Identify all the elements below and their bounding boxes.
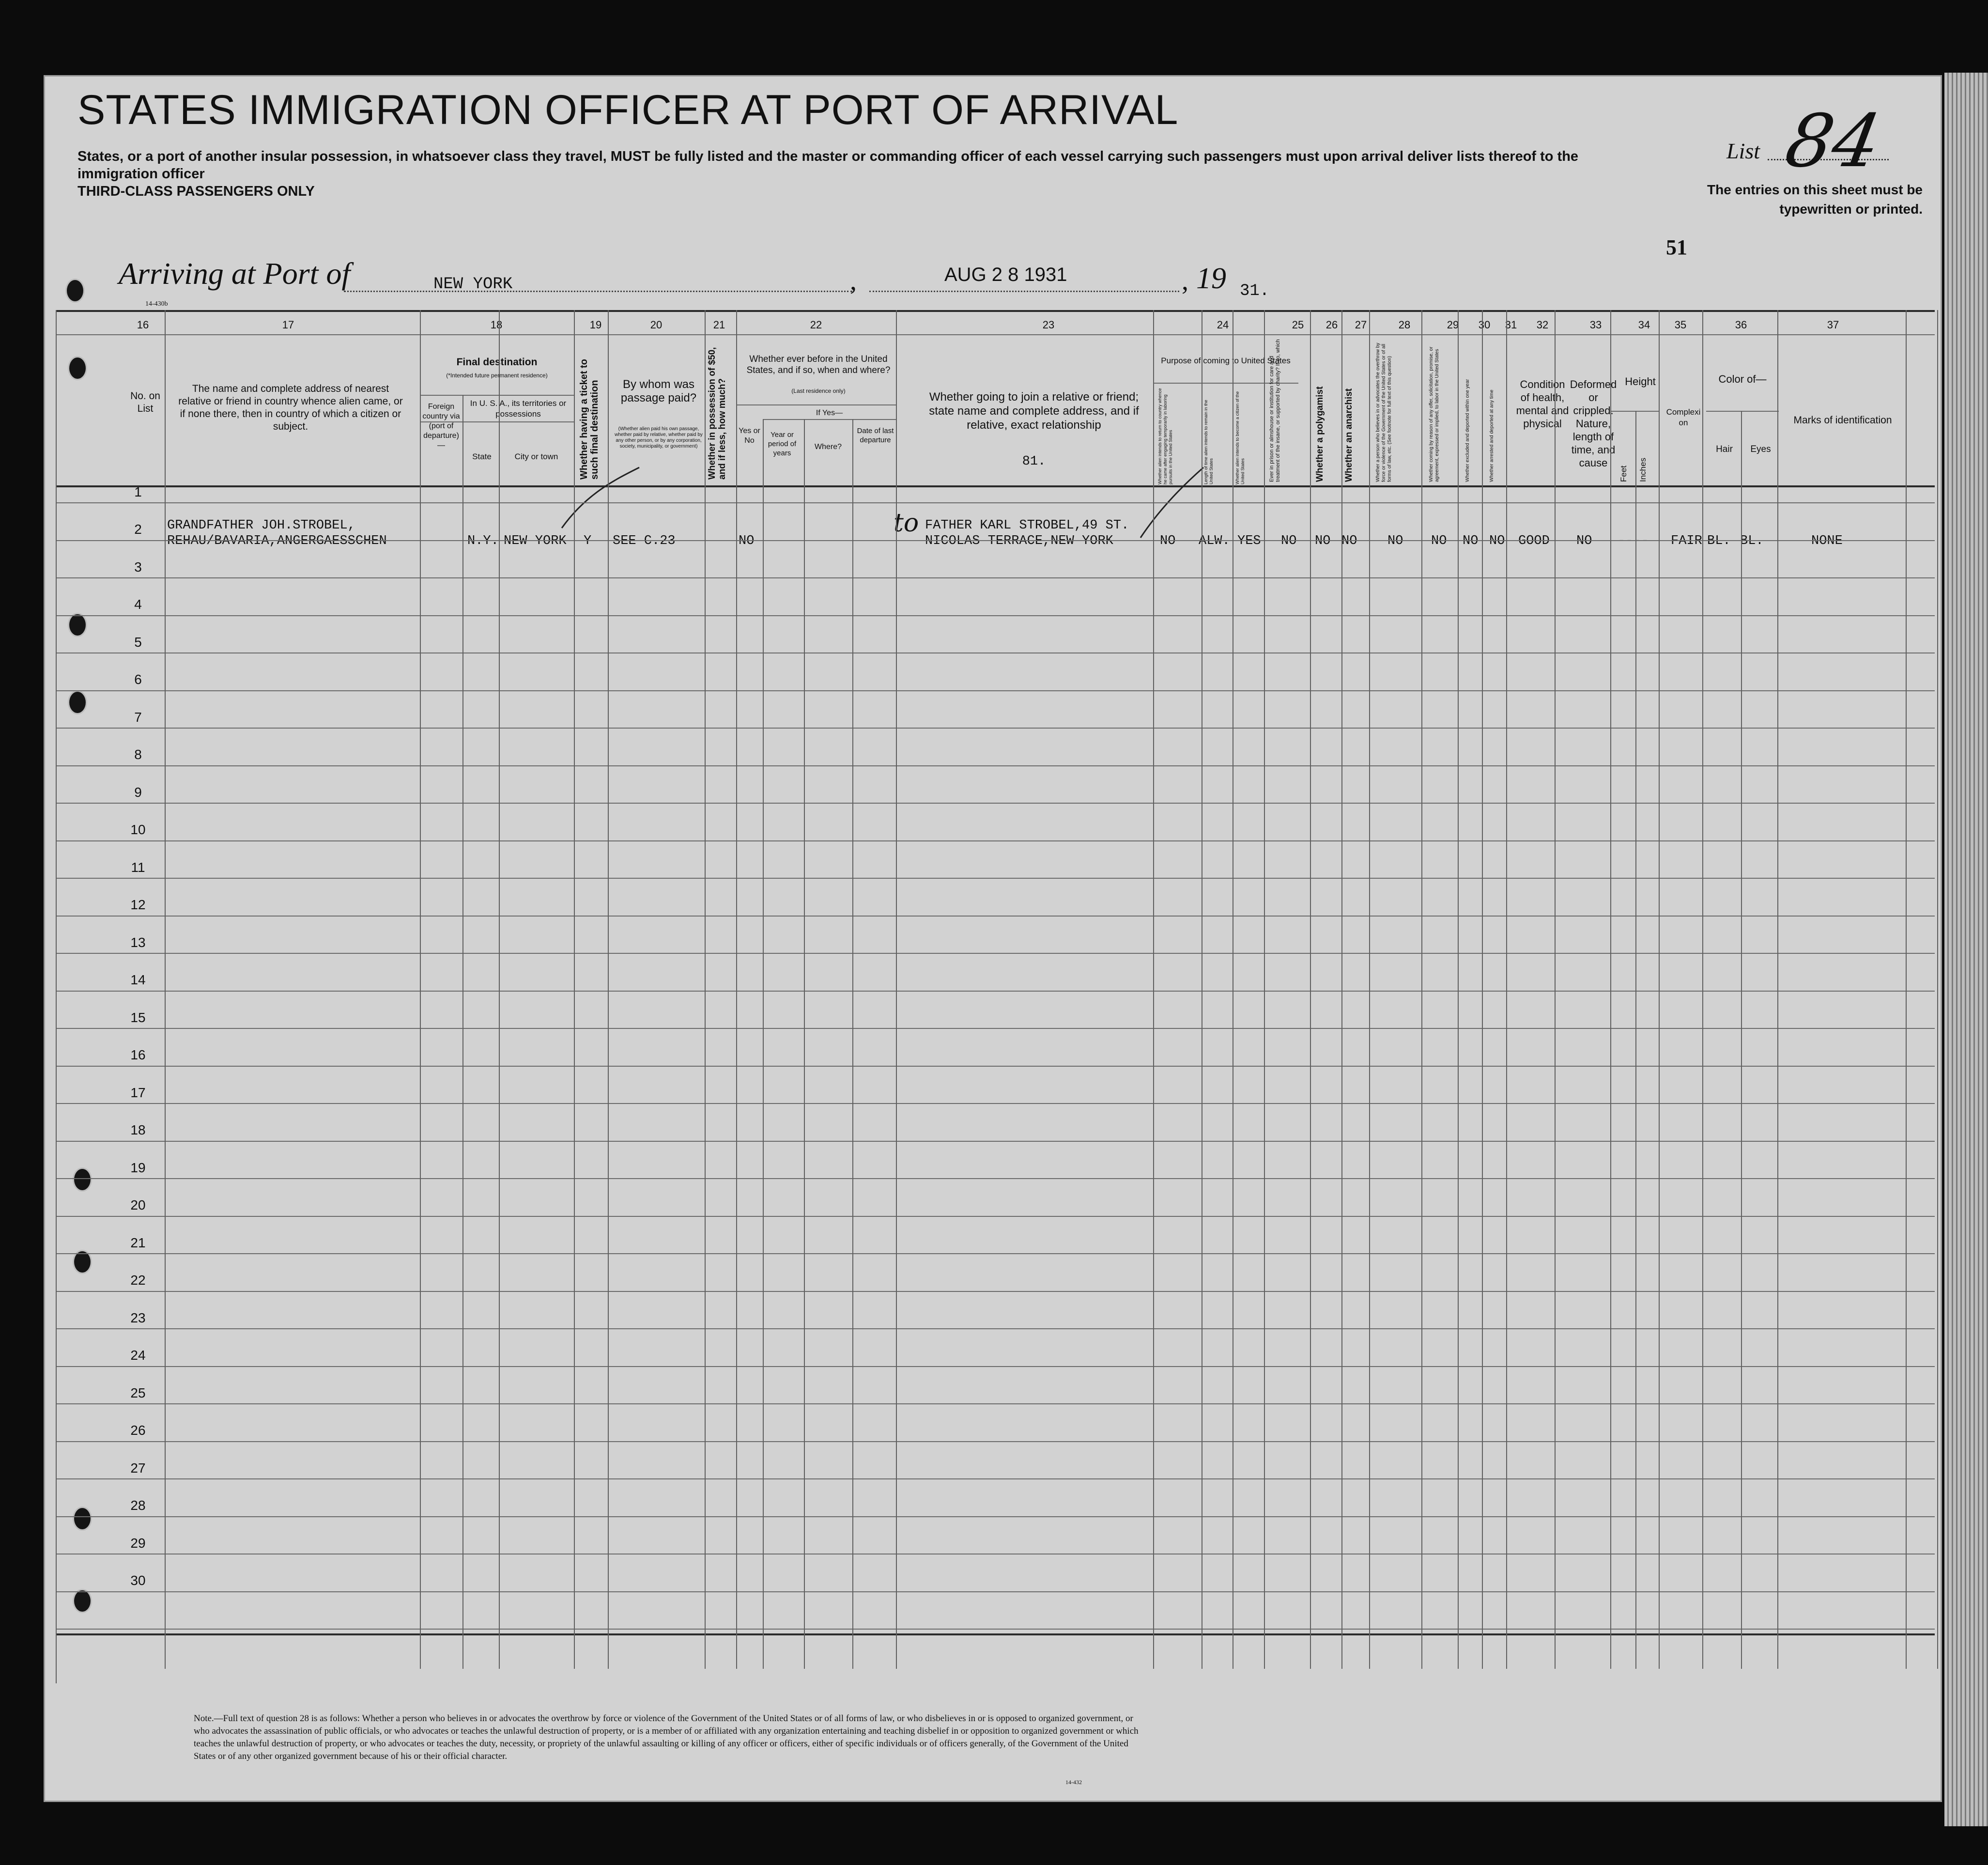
header-purpose: Purpose of coming to United States xyxy=(1161,356,1291,365)
entry-arrested: NO xyxy=(1489,534,1505,548)
header-fifty-dollars: Whether in possession of $50, and if less, how much? xyxy=(707,347,727,480)
column-rule xyxy=(1741,411,1742,1669)
row-rule xyxy=(56,1629,1935,1630)
entry-before-yes-no: NO xyxy=(739,534,755,548)
rule xyxy=(1610,411,1659,412)
row-rule xyxy=(56,1328,1935,1329)
row-rule xyxy=(56,1441,1935,1442)
year-suffix: 31. xyxy=(1240,282,1270,300)
column-number: 37 xyxy=(1827,319,1839,331)
header-final-destination-note: (*Intended future permanent residence) xyxy=(446,372,548,379)
header-marks: Marks of identification xyxy=(1793,415,1892,426)
binder-hole xyxy=(65,279,85,303)
column-number: 35 xyxy=(1674,319,1687,331)
row-rule xyxy=(56,1478,1935,1479)
row-rule xyxy=(56,953,1935,954)
header-if-yes: If Yes— xyxy=(816,409,843,417)
header-purpose-citizen: Whether alien intends to become a citizen of the United States xyxy=(1235,391,1245,484)
row-number: 6 xyxy=(134,672,142,687)
row-number: 9 xyxy=(134,784,142,800)
row-rule xyxy=(56,840,1935,841)
row-number: 2 xyxy=(134,522,142,537)
form-subtitle xyxy=(77,148,1627,200)
header-purpose-length: Length of time alien intends to remain in the United States xyxy=(1203,400,1214,484)
column-number: 36 xyxy=(1735,319,1747,331)
row-number: 15 xyxy=(130,1010,146,1025)
row-number: 8 xyxy=(134,747,142,762)
year-prefix: 19 xyxy=(1196,262,1226,295)
column-rule xyxy=(1369,310,1370,1669)
column-rule xyxy=(499,310,500,1669)
rule xyxy=(56,334,1935,335)
column-rule xyxy=(763,419,764,1669)
row-rule xyxy=(56,803,1935,804)
column-number: 34 xyxy=(1638,319,1650,331)
header-prison: Ever in prison or almshouse or institution for care and treatment of the insane, or supported by charity? If so, which xyxy=(1269,339,1281,482)
row-rule xyxy=(56,1028,1935,1029)
row-number: 26 xyxy=(130,1423,146,1438)
column-rule xyxy=(1659,310,1660,1669)
row-rule xyxy=(56,615,1935,616)
column-number: 33 xyxy=(1589,319,1602,331)
column-rule xyxy=(1635,411,1636,1669)
port-value: NEW YORK xyxy=(433,275,513,294)
column-number: 30 xyxy=(1478,319,1491,331)
entry-state: N.Y. xyxy=(467,534,499,548)
row-rule xyxy=(56,540,1935,541)
column-rule xyxy=(56,310,57,1683)
column-rule xyxy=(896,310,897,1669)
row-number: 27 xyxy=(130,1460,146,1476)
header-join-relative: Whether going to join a relative or friend; state name and complete address, and if relative, exact relationship xyxy=(929,390,1139,432)
entry-health: GOOD xyxy=(1518,534,1550,548)
row-rule xyxy=(56,502,1935,503)
entry-polygamist: NO xyxy=(1315,534,1331,548)
arriving-label: Arriving at Port of xyxy=(119,256,351,291)
form-title: STATES IMMIGRATION OFFICER AT PORT OF ARRIVAL xyxy=(77,87,1179,133)
row-number: 21 xyxy=(130,1235,146,1250)
date-stamp: AUG 2 8 1931 xyxy=(944,264,1067,285)
column-number: 20 xyxy=(650,319,663,331)
rule xyxy=(1706,411,1779,412)
header-where: Where? xyxy=(814,443,842,451)
header-last-departure: Date of last departure xyxy=(857,427,894,444)
column-number: 25 xyxy=(1292,319,1304,331)
header-join-extra: 81. xyxy=(1022,454,1046,469)
entry-relative-line-1: GRANDFATHER JOH.STROBEL, xyxy=(167,518,355,533)
column-rule xyxy=(1458,310,1459,1669)
column-number: 24 xyxy=(1217,319,1229,331)
row-rule xyxy=(56,1216,1935,1217)
header-yes-no: Yes or No xyxy=(739,427,760,445)
header-city: City or town xyxy=(514,452,558,461)
row-number: 17 xyxy=(130,1085,146,1100)
column-number: 19 xyxy=(589,319,602,331)
entry-prison: NO xyxy=(1281,534,1297,548)
row-number: 16 xyxy=(130,1047,146,1062)
row-rule xyxy=(56,1253,1935,1254)
column-rule xyxy=(1906,310,1907,1669)
row-number: 7 xyxy=(134,709,142,725)
entry-ticket: Y xyxy=(584,534,592,548)
column-rule xyxy=(705,310,706,1669)
comma: , xyxy=(1182,266,1188,296)
column-number: 16 xyxy=(137,319,149,331)
column-rule xyxy=(1555,310,1556,1669)
column-number: 21 xyxy=(713,319,725,331)
column-rule xyxy=(1341,310,1342,1669)
header-before-in-us: Whether ever before in the United States, and if so, when and where? xyxy=(746,354,891,375)
row-number: 28 xyxy=(130,1498,146,1513)
row-number: 12 xyxy=(130,897,146,912)
port-line xyxy=(344,291,852,292)
entry-paid-by: SEE C.23 xyxy=(613,534,676,548)
header-feet: Feet xyxy=(1619,465,1628,482)
entry-offer: NO xyxy=(1431,534,1447,548)
footnote-form-number: 14-432 xyxy=(1065,1779,1082,1786)
column-number: 26 xyxy=(1325,319,1338,331)
column-rule xyxy=(1153,310,1154,1669)
row-rule xyxy=(56,1366,1935,1367)
column-rule xyxy=(852,419,853,1669)
date-line xyxy=(869,291,1179,292)
row-number: 30 xyxy=(130,1573,146,1588)
entry-before-date: – xyxy=(860,534,868,548)
header-relative-address: The name and complete address of nearest relative or friend in country whence alien came, or if none there, then in country of which a citizen or subject. xyxy=(178,383,403,432)
row-rule xyxy=(56,991,1935,992)
subtitle-line-1: States, or a port of another insular possession, in whatsoever class they travel, MUST be fully listed and the master or commanding officer of each vessel carrying such passengers must upon arrival deliver lists thereof to the immigration officer xyxy=(77,149,1579,182)
row-number: 24 xyxy=(130,1348,146,1363)
entry-anarchist: NO xyxy=(1341,534,1357,548)
entry-complexion: FAIR xyxy=(1671,534,1702,548)
row-number: 13 xyxy=(130,934,146,950)
column-rule xyxy=(1937,310,1938,1669)
header-final-destination: Final destination xyxy=(456,357,538,368)
row-rule xyxy=(56,728,1935,729)
header-state: State xyxy=(472,452,492,461)
column-rule xyxy=(1506,310,1507,1669)
row-number: 22 xyxy=(130,1273,146,1288)
header-deformed: Deformed or crippled. Nature, length of time, and cause xyxy=(1570,378,1617,469)
entry-join-line-1: FATHER KARL STROBEL,49 ST. xyxy=(925,518,1129,533)
header-eyes: Eyes xyxy=(1750,444,1771,454)
row-number: 23 xyxy=(130,1310,146,1325)
column-rule xyxy=(1702,310,1703,1669)
header-before-note: (Last residence only) xyxy=(791,388,846,394)
column-rule xyxy=(462,395,463,1669)
row-rule xyxy=(56,916,1935,917)
row-number: 14 xyxy=(130,972,146,987)
footnote-question-28: Note.—Full text of question 28 is as follows: Whether a person who believes in or advocates the overthrow by force or violence of the Government of the United States or of all forms of law, or who disbelieves in or is opposed to organized government, or who advocates the assassination of public officials, or who advocates or teaches the unlawful destruction of property, or is a member of or affiliated with any organization entertaining and teaching disbelief in or opposition to organized government or which teaches the unlawful destruction of property, or who advocates or teaches the duty, necessity, or propriety of the unlawful assaulting or killing of any officer or officers, either of specific individuals or of officers generally, of the Government of the United States or of any other organized government because of his or their official character. xyxy=(194,1713,1139,1761)
entry-relative-line-2: REHAU/BAVARIA,ANGERGAESSCHEN xyxy=(167,534,387,548)
row-number: 19 xyxy=(130,1160,146,1175)
subtitle-line-2: THIRD-CLASS PASSENGERS ONLY xyxy=(77,184,315,199)
list-label: List xyxy=(1726,139,1760,163)
header-passage-paid-note: (Whether alien paid his own passage, whether paid by relative, whether paid by any other person, or by any corporation, society, municipality, or government) xyxy=(615,426,703,449)
column-number: 31 xyxy=(1505,319,1517,331)
column-number: 22 xyxy=(810,319,822,331)
header-offer: Whether coming by reason of any offer, solicitation, promise, or agreement, expressed or implied, to labor in the United States xyxy=(1429,346,1440,482)
rule xyxy=(736,404,896,405)
column-rule xyxy=(1310,310,1311,1669)
column-rule xyxy=(1421,310,1422,1669)
column-rule xyxy=(574,310,575,1669)
header-health: Condition of health, mental and physical xyxy=(1516,378,1569,430)
column-number: 18 xyxy=(490,319,503,331)
header-passage-paid: By whom was passage paid? xyxy=(620,378,697,404)
rule xyxy=(56,310,1935,312)
row-number: 11 xyxy=(131,859,145,875)
column-rule xyxy=(736,310,737,1669)
entry-handwritten-to: to xyxy=(894,509,919,538)
entry-overthrow: NO xyxy=(1387,534,1403,548)
row-rule xyxy=(56,765,1935,766)
column-number: 23 xyxy=(1042,319,1055,331)
entry-hair: BL. xyxy=(1707,534,1731,548)
row-rule xyxy=(56,1403,1935,1404)
header-usa: In U. S. A., its territories or possessions xyxy=(470,399,567,419)
column-rule xyxy=(804,419,805,1669)
row-number: 18 xyxy=(130,1122,146,1137)
column-number: 27 xyxy=(1355,319,1367,331)
header-purpose-return: Whether alien intends to return to country whence he came after engaging temporarily in laboring pursuits in the United States xyxy=(1157,388,1173,484)
rule xyxy=(56,485,1935,487)
row-rule xyxy=(56,577,1935,578)
manifest-table xyxy=(56,310,1935,1683)
check-mark-ticket xyxy=(557,465,644,533)
header-complexion: Complexion xyxy=(1666,407,1701,427)
column-number: 32 xyxy=(1536,319,1549,331)
entry-eyes: BL. xyxy=(1740,534,1764,548)
entry-join-line-2: NICOLAS TERRACE,NEW YORK xyxy=(925,534,1113,548)
rule xyxy=(56,1633,1935,1635)
column-rule xyxy=(1264,310,1265,1669)
column-rule xyxy=(1777,310,1778,1669)
header-anarchist: Whether an anarchist xyxy=(1344,388,1354,482)
header-arrested: Whether arrested and deported at any time xyxy=(1489,389,1495,482)
header-excluded: Whether excluded and deported within one year xyxy=(1465,379,1470,482)
header-polygamist: Whether a polygamist xyxy=(1315,386,1325,482)
header-period: Year or period of years xyxy=(768,431,797,457)
form-number: 14-430b xyxy=(145,300,168,308)
row-number: 25 xyxy=(130,1385,146,1400)
entry-excluded: NO xyxy=(1463,534,1479,548)
row-rule xyxy=(56,1141,1935,1142)
comma: , xyxy=(850,266,857,296)
entry-marks: NONE xyxy=(1811,534,1843,548)
column-number: 28 xyxy=(1398,319,1411,331)
header-overthrow: Whether a person who believes in or advocates the overthrow by force or violence of the Government of the United States or of all forms of law, etc. (See footnote for full text of this question) xyxy=(1375,342,1392,482)
page-edges xyxy=(1944,73,1988,1826)
entries-note: The entries on this sheet must be typewritten or printed. xyxy=(1707,182,1923,217)
header-inches: Inches xyxy=(1638,457,1648,482)
row-number: 29 xyxy=(130,1535,146,1551)
header-color-of: Color of— xyxy=(1718,373,1767,385)
header-foreign-country: Foreign country via (port of departure)— xyxy=(422,403,460,450)
column-number: 29 xyxy=(1447,319,1459,331)
header-height: Height xyxy=(1625,375,1656,388)
row-number: 4 xyxy=(134,597,142,612)
entry-deformed: NO xyxy=(1576,534,1592,548)
entry-return: NO xyxy=(1160,534,1176,548)
row-rule xyxy=(56,1591,1935,1592)
entry-city: NEW YORK xyxy=(504,534,567,548)
row-number: 3 xyxy=(134,559,142,575)
check-mark-purpose xyxy=(1131,465,1208,543)
header-no-on-list: No. on List xyxy=(130,390,160,414)
row-rule xyxy=(56,1291,1935,1292)
row-rule xyxy=(56,1178,1935,1179)
column-rule xyxy=(165,310,166,1669)
header-ticket: Whether having a ticket to such final destination xyxy=(579,359,600,480)
column-rule xyxy=(420,310,421,1669)
entry-citizen: YES xyxy=(1237,534,1261,548)
row-rule xyxy=(56,878,1935,879)
column-rule xyxy=(1610,310,1611,1669)
row-rule xyxy=(56,1066,1935,1067)
list-number: 84 xyxy=(1779,99,1887,184)
page-number: 51 xyxy=(1666,235,1687,259)
row-rule xyxy=(56,1103,1935,1104)
entry-height: ---- xyxy=(1618,534,1649,548)
entry-before-period: – xyxy=(772,534,781,548)
row-number: 10 xyxy=(130,822,146,837)
row-number: 20 xyxy=(130,1197,146,1212)
column-number: 17 xyxy=(282,319,294,331)
row-rule xyxy=(56,690,1935,691)
rule xyxy=(420,395,574,396)
entry-before-where: – xyxy=(814,534,822,548)
row-number: 1 xyxy=(134,484,142,499)
header-hair: Hair xyxy=(1716,444,1733,454)
entry-length: ALW. xyxy=(1199,534,1230,548)
row-rule xyxy=(56,1516,1935,1517)
column-rule xyxy=(1482,310,1483,1669)
row-number: 5 xyxy=(134,634,142,650)
column-rule xyxy=(608,310,609,1669)
